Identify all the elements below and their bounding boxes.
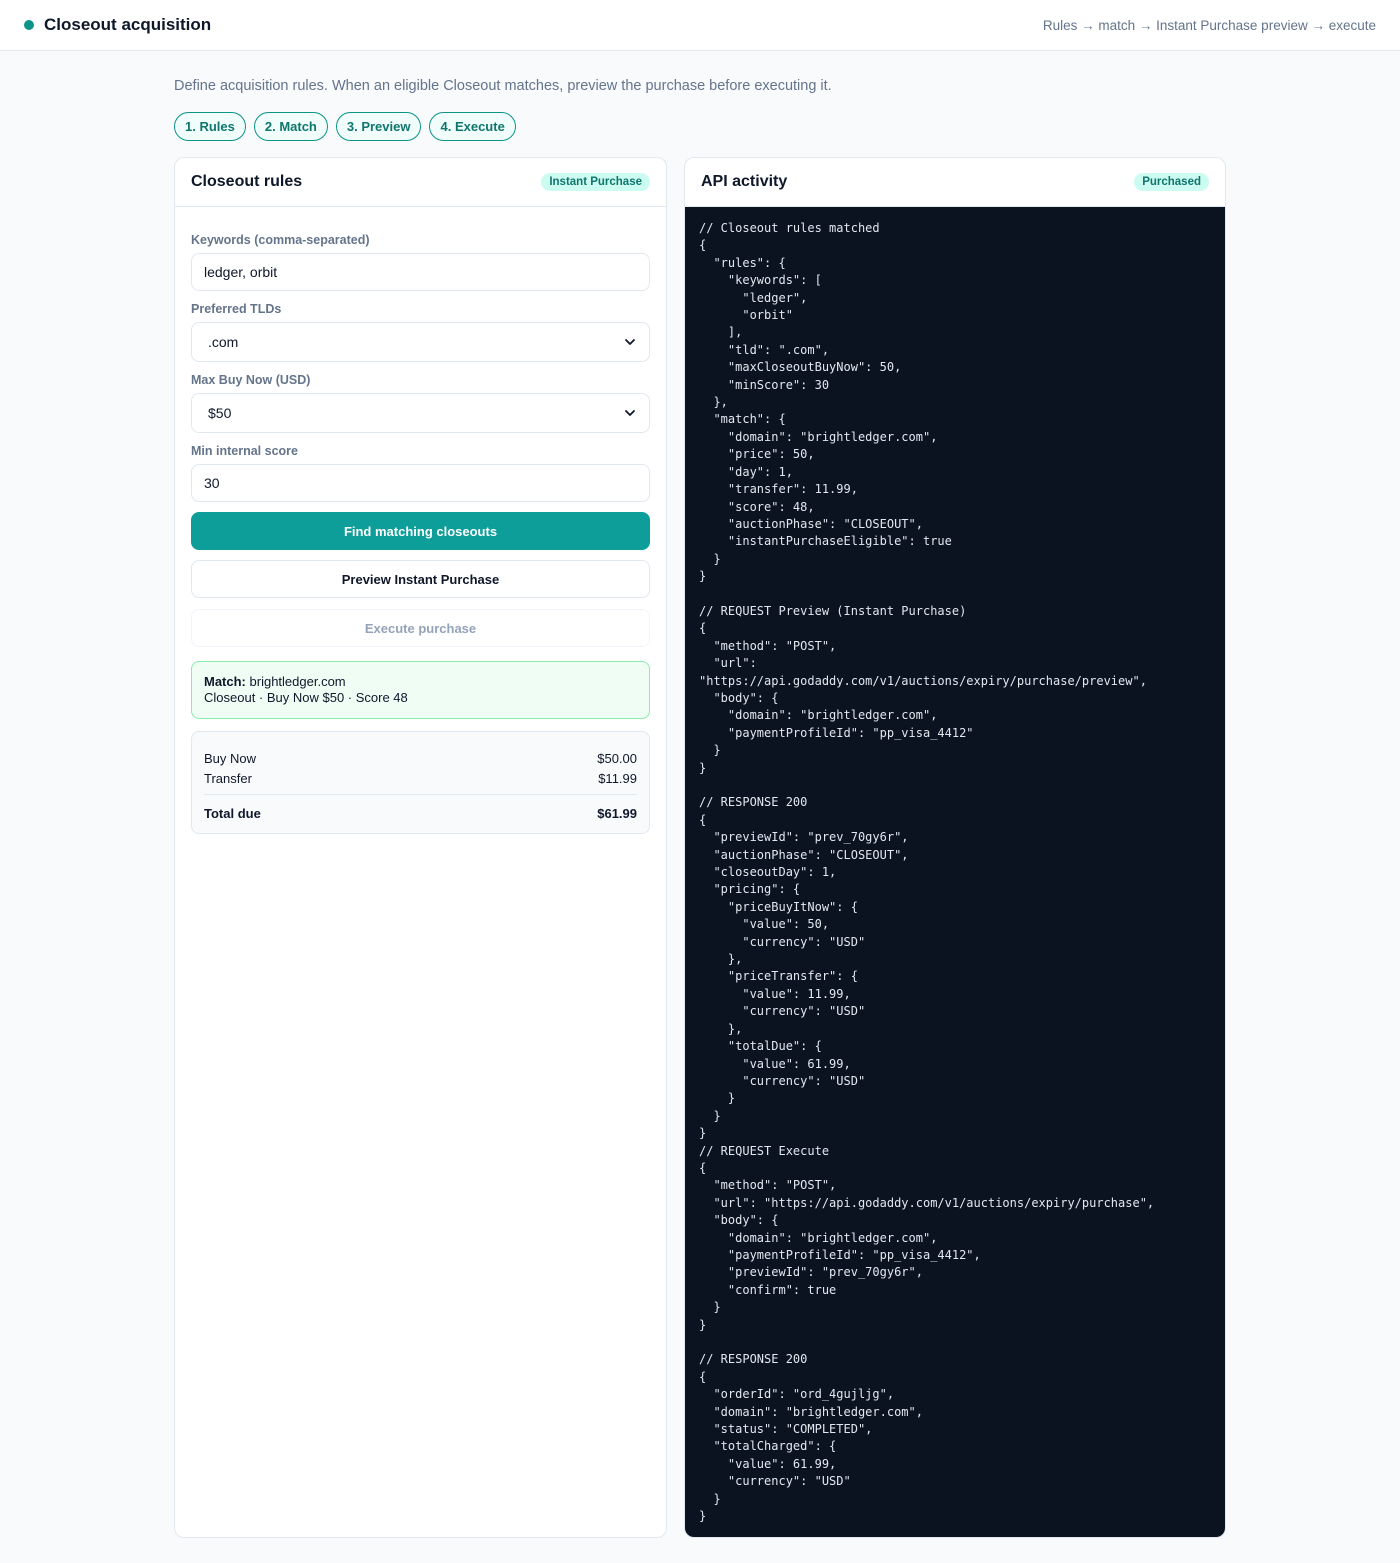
price-summary	[191, 731, 650, 834]
max-buy-now-label: Max Buy Now (USD)	[191, 373, 311, 387]
preview-instant-purchase-button[interactable]: Preview Instant Purchase	[191, 560, 650, 598]
total-value: $61.99	[597, 805, 637, 821]
step-rules[interactable]: 1. Rules	[174, 112, 246, 141]
max-buy-now-select[interactable]	[191, 393, 650, 433]
transfer-label: Transfer	[204, 770, 252, 786]
match-detail: Closeout · Buy Now $50 · Score 48	[204, 690, 408, 705]
max-buy-now-selected-value: $50	[208, 405, 232, 421]
breadcrumb: Rules → match → Instant Purchase preview → execute	[1042, 17, 1376, 33]
brand	[24, 15, 211, 35]
rules-panel-header	[175, 158, 666, 207]
match-line	[204, 674, 637, 690]
step-tabs	[174, 112, 1226, 141]
api-log: // Closeout rules matched { "rules": { "keywords": [ "ledger", "orbit" ], "tld": ".com", "maxCloseoutBuyNow": 50, "minScore": 30 }, "match": { "domain": "brightledger.com", "price": 50, "day": 1, "transfer": 11.99, "score": 48, "auctionPhase": "CLOSEOUT", "instantPurchaseEligible": true } } // REQUEST Preview (Instant Purchase) { "method": "POST", "url": "https://api.godaddy.com/v1/auctions/expiry/purchase/preview", "body": { "domain": "brightledger.com", "paymentProfileId": "pp_visa_4412" } } // RESPONSE 200 { "previewId": "prev_70gy6r", "auctionPhase": "CLOSEOUT", "closeoutDay": 1, "pricing": { "priceBuyItNow": { "value": 50, "currency": "USD" }, "priceTransfer": { "value": 11.99, "currency": "USD" }, "totalDue": { "value": 61.99, "currency": "USD" } } } // REQUEST Execute { "method": "POST", "url": "https://api.godaddy.com/v1/auctions/expiry/purchase", "body": { "domain": "brightledger.com", "paymentProfileId": "pp_visa_4412", "previewId": "prev_70gy6r", "confirm": true } } // RESPONSE 200 { "orderId": "ord_4gujljg", "domain": "brightledger.com", "status": "COMPLETED", "totalCharged": { "value": 61.99, "currency": "USD" } }	[685, 207, 1226, 1538]
step-execute[interactable]: 4. Execute	[429, 112, 515, 141]
step-preview[interactable]: 3. Preview	[336, 112, 422, 141]
rules-panel-title: Closeout rules	[191, 173, 303, 190]
execute-purchase-button[interactable]: Execute purchase	[191, 609, 650, 647]
total-label: Total due	[204, 805, 261, 821]
intro-text: Define acquisition rules. When an eligible Closeout matches, preview the purchase before executing it.	[174, 78, 832, 94]
instant-purchase-badge: Instant Purchase	[541, 173, 650, 191]
match-domain: brightledger.com	[249, 674, 346, 689]
purchased-badge: Purchased	[1134, 173, 1209, 191]
tlds-selected-value: .com	[208, 334, 239, 350]
tlds-select[interactable]	[191, 322, 650, 362]
app-title: Closeout acquisition	[44, 15, 212, 34]
top-bar	[0, 0, 1400, 51]
buy-now-value: $50.00	[597, 750, 637, 766]
main-content	[174, 51, 1226, 1524]
status-dot-icon	[24, 20, 34, 30]
tlds-label: Preferred TLDs	[191, 302, 282, 316]
api-panel-title: API activity	[701, 173, 788, 190]
min-score-input[interactable]: 30	[191, 464, 650, 502]
step-match[interactable]: 2. Match	[254, 112, 328, 141]
transfer-row	[204, 768, 637, 788]
chevron-down-icon	[623, 406, 637, 420]
rules-panel	[174, 157, 667, 1538]
buy-now-label: Buy Now	[204, 750, 257, 766]
keywords-label: Keywords (comma-separated)	[191, 233, 370, 247]
match-result	[191, 661, 650, 719]
transfer-value: $11.99	[598, 770, 637, 786]
api-panel-header	[685, 158, 1225, 207]
buy-now-row	[204, 748, 637, 768]
find-matching-closeouts-button[interactable]: Find matching closeouts	[191, 512, 650, 550]
api-activity-panel	[684, 157, 1226, 1538]
match-label: Match:	[204, 674, 246, 689]
summary-divider	[204, 794, 637, 795]
keywords-input[interactable]: ledger, orbit	[191, 253, 650, 291]
chevron-down-icon	[623, 335, 637, 349]
min-score-label: Min internal score	[191, 444, 298, 458]
total-row	[204, 803, 637, 823]
